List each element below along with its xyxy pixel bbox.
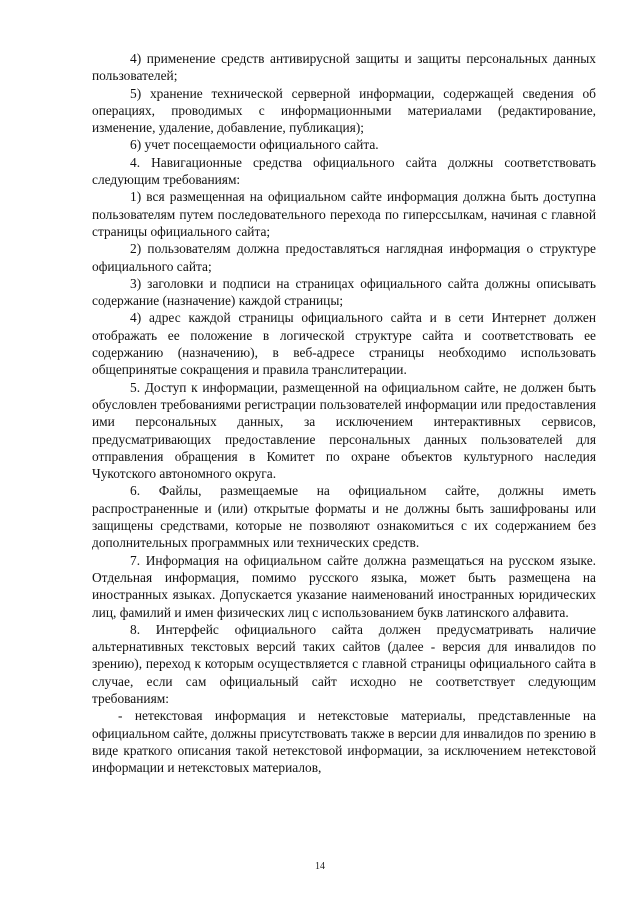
paragraph-section-5: 5. Доступ к информации, размещенной на официальном сайте, не должен быть обусловлен требованиями регистрации пользователей информации или предоставления ими персональных данных, за исключением интерактивных сервисов, предусматривающих предоставление персональных данных пользователей для отправления обращения в Комитет по охране объектов культурного наследия Чукотского автономного округа.	[92, 379, 596, 482]
paragraph-nav-4: 4) адрес каждой страницы официального сайта и в сети Интернет должен отображать ее положение в логической структуре сайта и соответствовать ее содержанию (назначению), в веб-адресе страницы необходимо использовать общепринятые сокращения и правила транслитерации.	[92, 310, 596, 378]
paragraph-section-8: 8. Интерфейс официального сайта должен предусматривать наличие альтернативных текстовых версий таких сайтов (далее - версия для инвалидов по зрению), переход к которым осуществляется с главной страницы официального сайта в случае, если сам официальный сайт исходно не соответствует следующим требованиям:	[92, 621, 596, 706]
paragraph-section-6: 6. Файлы, размещаемые на официальном сайте, должны иметь распространенные и (или) открытые форматы и не должны быть зашифрованы или защищены средствами, которые не позволяют ознакомиться с их содержанием без дополнительных программных или технических средств.	[92, 483, 596, 551]
paragraph-item-6: 6) учет посещаемости официального сайта.	[130, 137, 379, 153]
paragraph-section-4: 4. Навигационные средства официального сайта должны соответствовать следующим требованиям:	[92, 154, 596, 188]
paragraph-item-4: 4) применение средств антивирусной защиты и защиты персональных данных пользователей;	[92, 51, 596, 84]
paragraph-nav-3: 3) заголовки и подписи на страницах официального сайта должны описывать содержание (назначение) каждой страницы;	[92, 275, 596, 309]
document-body	[92, 50, 596, 776]
paragraph-nav-2: 2) пользователям должна предоставляться наглядная информация о структуре официального сайта;	[92, 241, 596, 274]
paragraph-dash-item: - нетекстовая информация и нетекстовые материалы, представленные на официальном сайте, должны присутствовать также в версии для инвалидов по зрению в виде краткого описания такой нетекстовой информации, за исключением нетекстовой информации и нетекстовых материалов,	[92, 708, 596, 776]
paragraph-item-5: 5) хранение технической серверной информации, содержащей сведения об операциях, проводимых с информационными материалами (редактирование, изменение, удаление, добавление, публикация);	[92, 85, 596, 136]
page-number: 14	[315, 861, 325, 872]
paragraph-section-7: 7. Информация на официальном сайте должна размещаться на русском языке. Отдельная информация, помимо русского языка, может быть размещена на иностранных языках. Допускается указание наименований иностранных юридических лиц, фамилий и имен физических лиц с использованием букв латинского алфавита.	[92, 552, 596, 620]
paragraph-nav-1: 1) вся размещенная на официальном сайте информация должна быть доступна пользователям путем последовательного перехода по гиперссылкам, начиная с главной страницы официального сайта;	[92, 189, 596, 239]
